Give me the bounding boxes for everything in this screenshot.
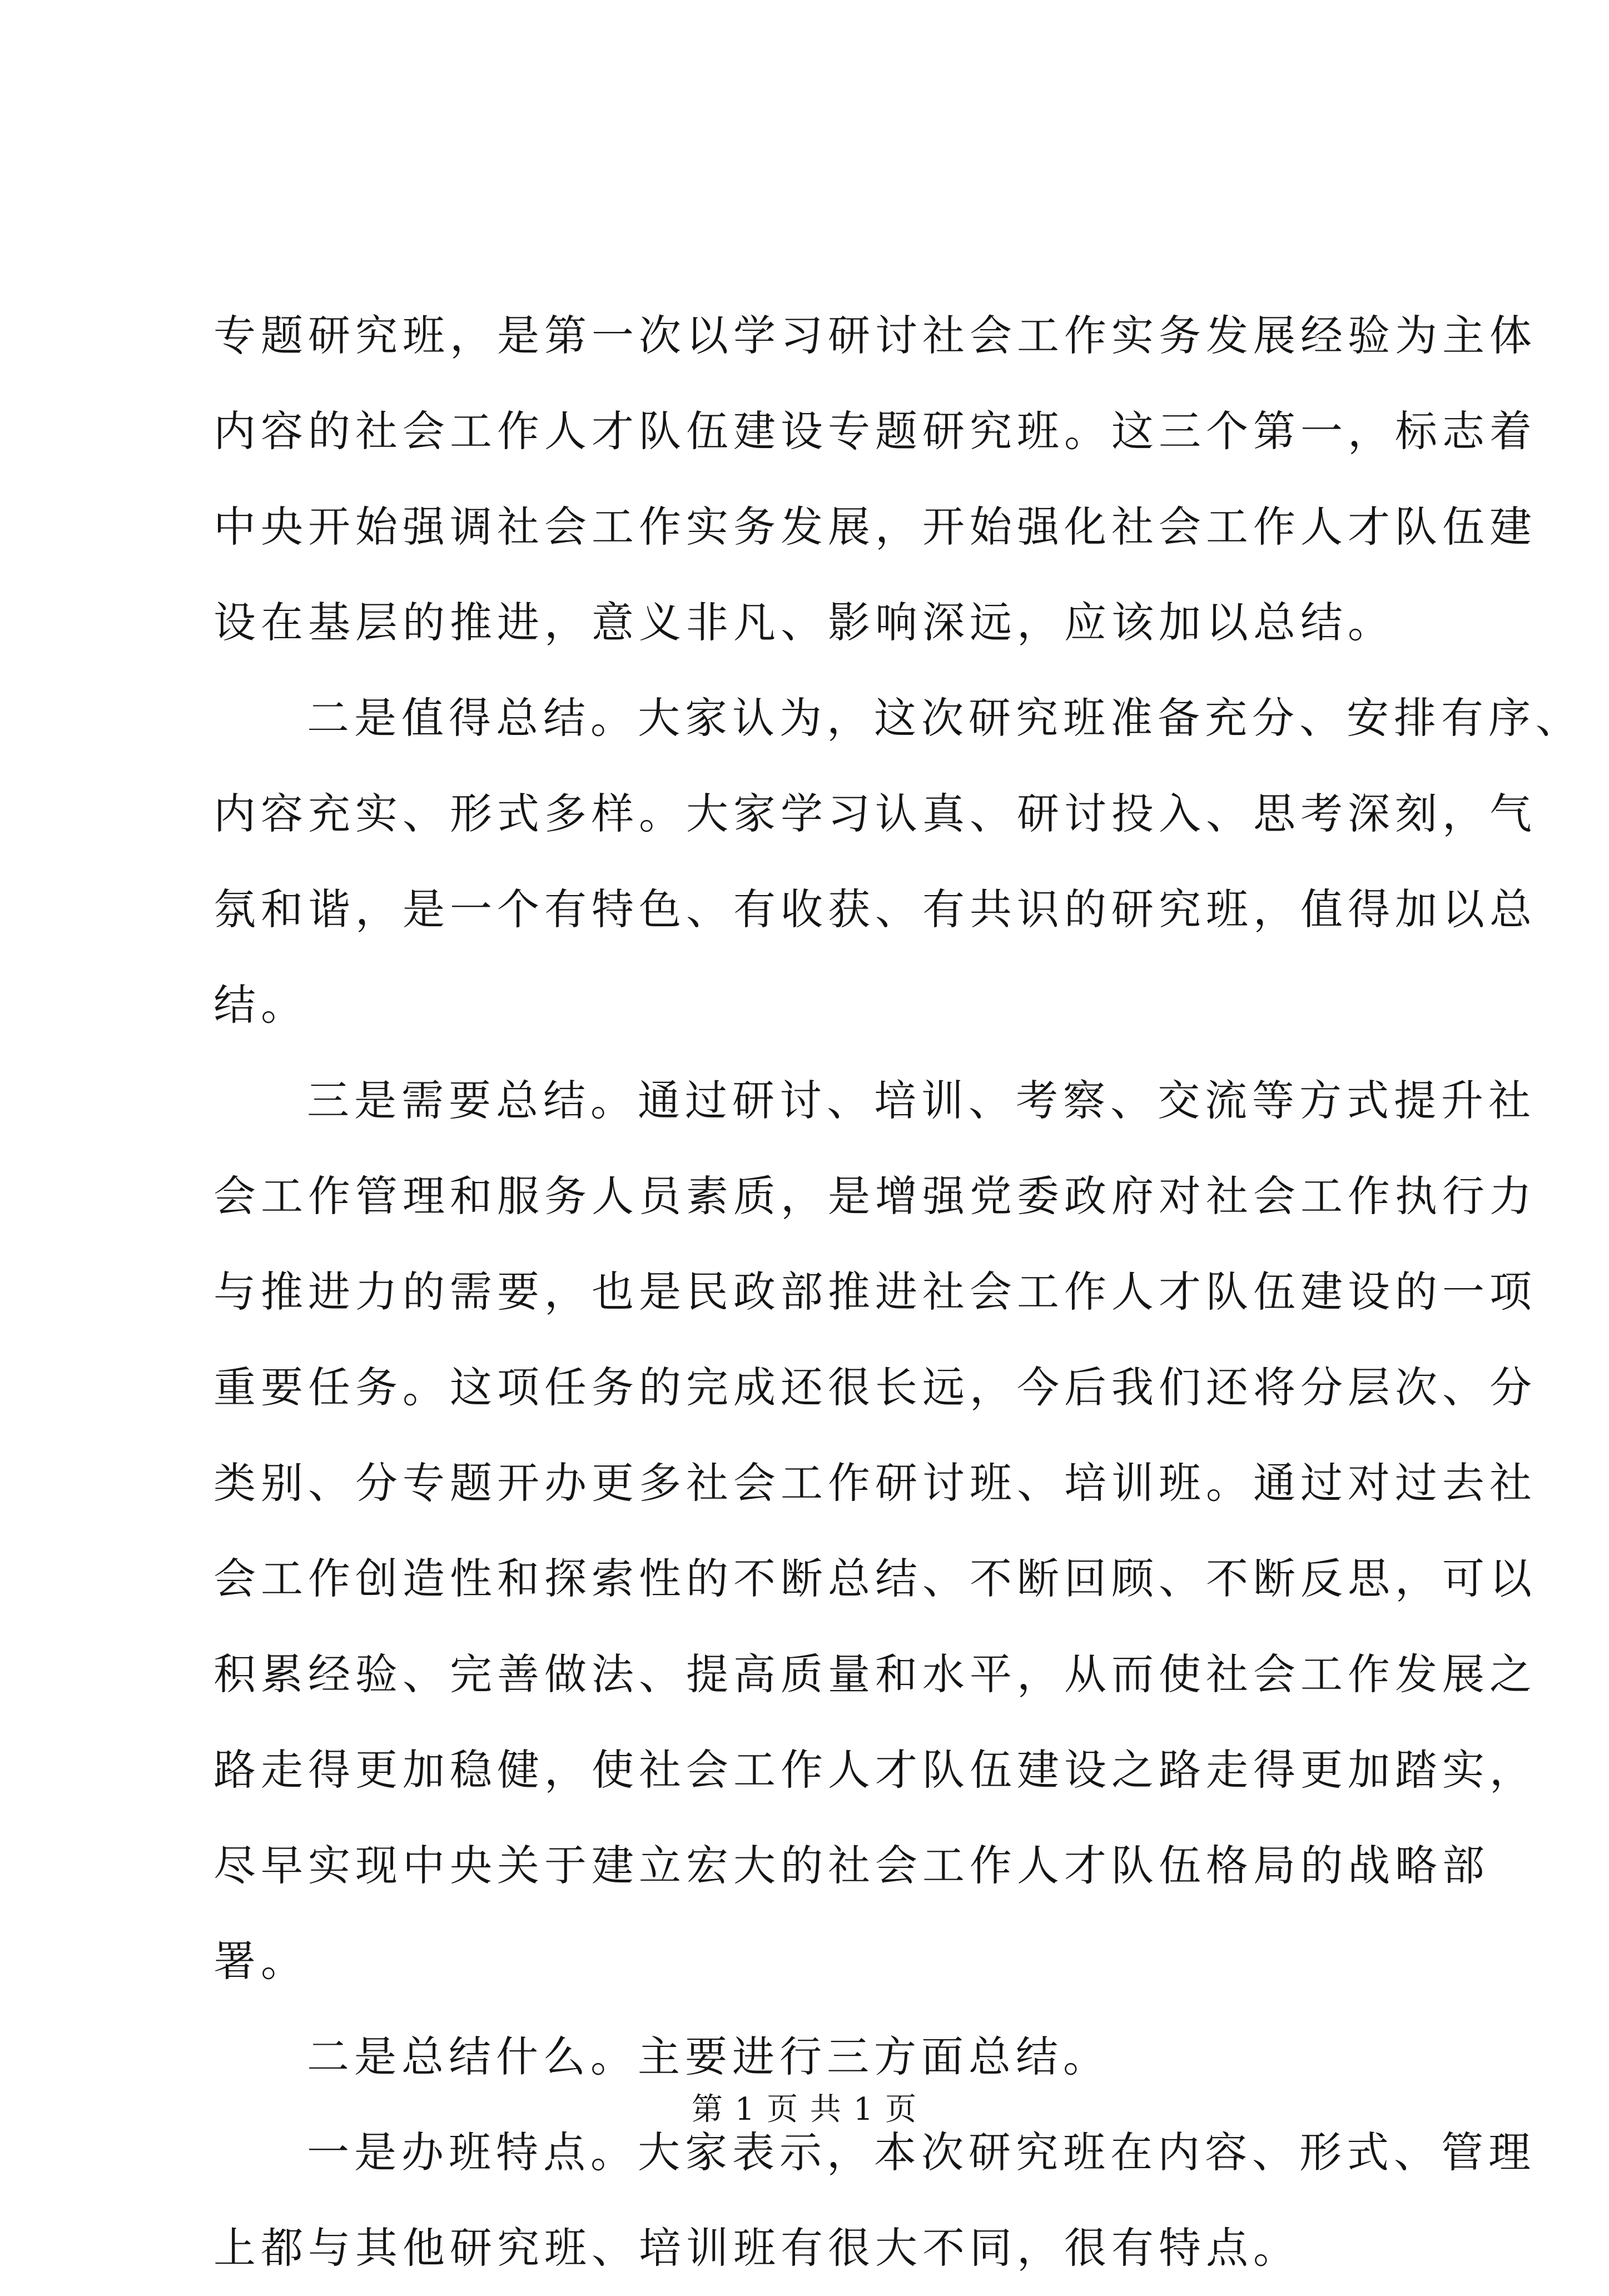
text-line-4: 设在基层的推进，意义非凡、影响深远，应该加以总结。 [213, 598, 1395, 647]
text-line-19: 二是总结什么。主要进行三方面总结。 [307, 2032, 1110, 2081]
text-line-18: 署。 [213, 1936, 308, 1986]
text-line-6: 内容充实、形式多样。大家学习认真、研讨投入、思考深刻，气 [213, 789, 1537, 838]
text-line-21: 上都与其他研究班、培训班有很大不同，很有特点。 [213, 2223, 1300, 2273]
text-line-17: 尽早实现中央关于建立宏大的社会工作人才队伍格局的战略部 [213, 1841, 1489, 1890]
text-line-15: 积累经验、完善做法、提高质量和水平，从而使社会工作发展之 [213, 1649, 1537, 1699]
text-line-5: 二是值得总结。大家认为，这次研究班准备充分、安排有序、 [307, 693, 1583, 743]
text-line-1: 专题研究班，是第一次以学习研讨社会工作实务发展经验为主体 [213, 311, 1537, 360]
text-line-10: 会工作管理和服务人员素质，是增强党委政府对社会工作执行力 [213, 1171, 1537, 1221]
document-body [213, 288, 1583, 2296]
text-line-20: 一是办班特点。大家表示，本次研究班在内容、形式、管理 [307, 2128, 1536, 2177]
text-line-8: 结。 [213, 980, 308, 1030]
text-line-16: 路走得更加稳健，使社会工作人才队伍建设之路走得更加踏实， [213, 1745, 1537, 1795]
text-line-11: 与推进力的需要，也是民政部推进社会工作人才队伍建设的一项 [213, 1267, 1537, 1316]
text-line-7: 氛和谐，是一个有特色、有收获、有共识的研究班，值得加以总 [213, 884, 1537, 934]
text-line-3: 中央开始强调社会工作实务发展，开始强化社会工作人才队伍建 [213, 502, 1537, 551]
text-line-12: 重要任务。这项任务的完成还很长远，今后我们还将分层次、分 [213, 1363, 1537, 1412]
text-line-14: 会工作创造性和探索性的不断总结、不断回顾、不断反思，可以 [213, 1554, 1537, 1603]
text-line-13: 类别、分专题开办更多社会工作研讨班、培训班。通过对过去社 [213, 1458, 1537, 1508]
page-footer: 第 1 页 共 1 页 [691, 2091, 918, 2128]
text-line-9: 三是需要总结。通过研讨、培训、考察、交流等方式提升社 [307, 1076, 1536, 1125]
text-line-2: 内容的社会工作人才队伍建设专题研究班。这三个第一，标志着 [213, 406, 1537, 456]
